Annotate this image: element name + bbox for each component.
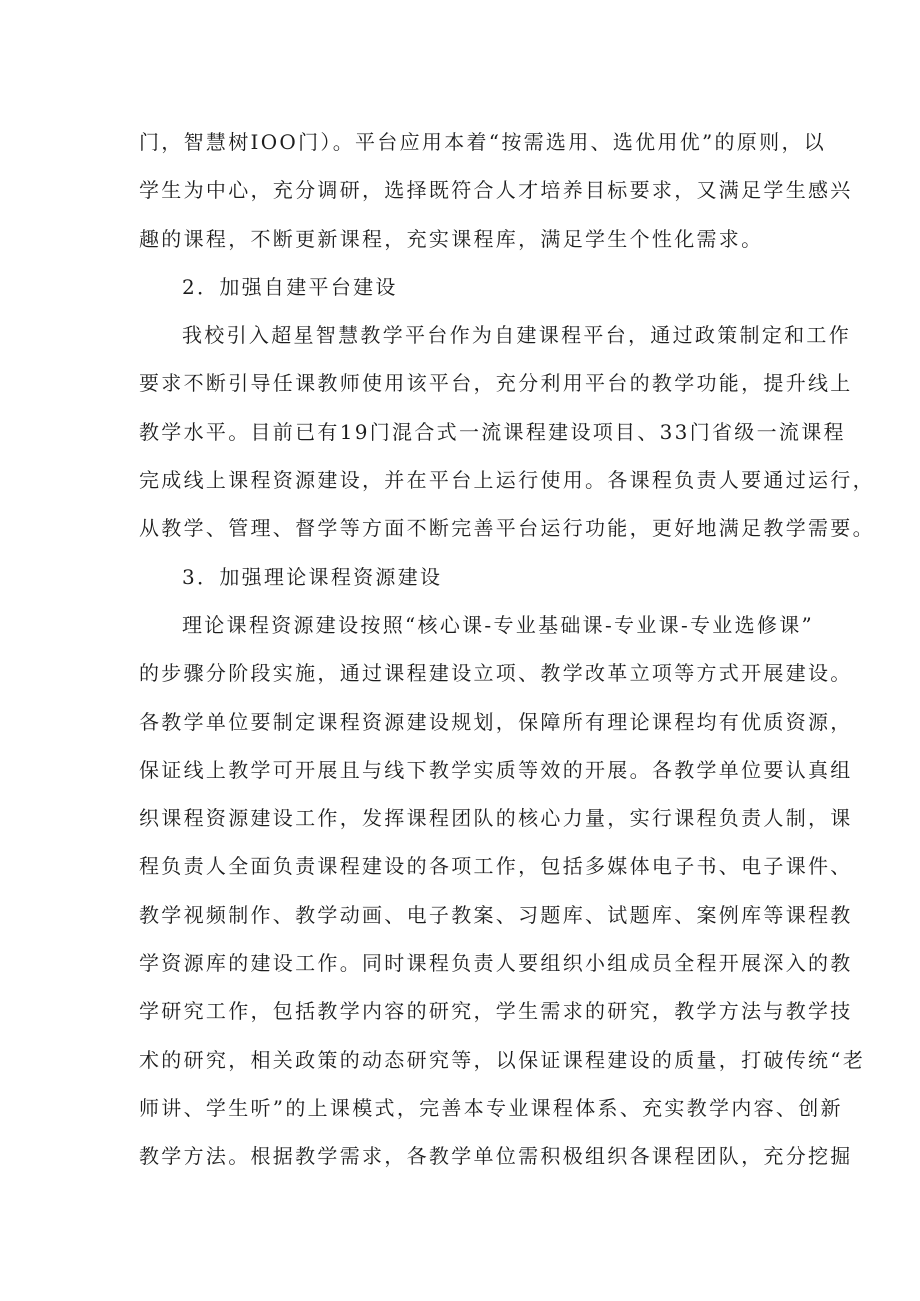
text-line: 织课程资源建设工作，发挥课程团队的核心力量，实行课程负责人制，课 <box>139 806 853 831</box>
text-line: 教学视频制作、教学动画、电子教案、习题库、试题库、案例库等课程教 <box>139 902 853 927</box>
text-line: 从教学、管理、督学等方面不断完善平台运行功能，更好地满足教学需要。 <box>139 516 875 541</box>
text-line: 保证线上教学可开展且与线下教学实质等效的开展。各教学单位要认真组 <box>139 757 853 782</box>
text-line: 程负责人全面负责课程建设的各项工作，包括多媒体电子书、电子课件、 <box>139 854 853 879</box>
section-heading-3 <box>139 553 799 601</box>
section-heading-2 <box>139 263 799 311</box>
text-line: 学资源库的建设工作。同时课程负责人要组织小组成员全程开展深入的教 <box>139 951 853 976</box>
text-line: 教学水平。目前已有19门混合式一流课程建设项目、33门省级一流课程 <box>139 419 846 444</box>
text-line: 的步骤分阶段实施，通过课程建设立项、教学改革立项等方式开展建设。 <box>139 661 853 686</box>
text-line: 完成线上课程资源建设，并在平台上运行使用。各课程负责人要通过运行， <box>139 468 875 493</box>
text-line: 各教学单位要制定课程资源建设规划，保障所有理论课程均有优质资源， <box>139 709 853 734</box>
document-body <box>139 118 875 1181</box>
heading-text: 3．加强理论课程资源建设 <box>182 564 443 589</box>
text-line: 要求不断引导任课教师使用该平台，充分利用平台的教学功能，提升线上 <box>139 371 853 396</box>
text-line: 理论课程资源建设按照“核心课-专业基础课-专业课-专业选修课” <box>182 612 815 637</box>
text-line: 我校引入超星智慧教学平台作为自建课程平台，通过政策制定和工作 <box>182 323 851 348</box>
text-line: 趣的课程，不断更新课程，充实课程库，满足学生个性化需求。 <box>139 226 764 251</box>
text-line: 教学方法。根据教学需求，各教学单位需积极组织各课程团队，充分挖掘 <box>139 1144 853 1169</box>
text-line: 门，智慧树IOO门）。平台应用本着“按需选用、选优用优”的原则，以 <box>139 130 827 154</box>
paragraph-theory-course-resources <box>139 601 866 1181</box>
paragraph-self-built-platform <box>139 311 875 552</box>
text-line: 学生为中心，充分调研，选择既符合人才培养目标要求，又满足学生感兴 <box>139 178 853 203</box>
text-line: 学研究工作，包括教学内容的研究，学生需求的研究，教学方法与教学技 <box>139 999 853 1024</box>
text-line: 师讲、学生听”的上课模式，完善本专业课程体系、充实教学内容、创新 <box>139 1095 843 1120</box>
text-line: 术的研究，相关政策的动态研究等，以保证课程建设的质量，打破传统“老 <box>139 1047 866 1072</box>
heading-text: 2．加强自建平台建设 <box>182 274 398 299</box>
paragraph-platform-principle <box>139 118 853 263</box>
